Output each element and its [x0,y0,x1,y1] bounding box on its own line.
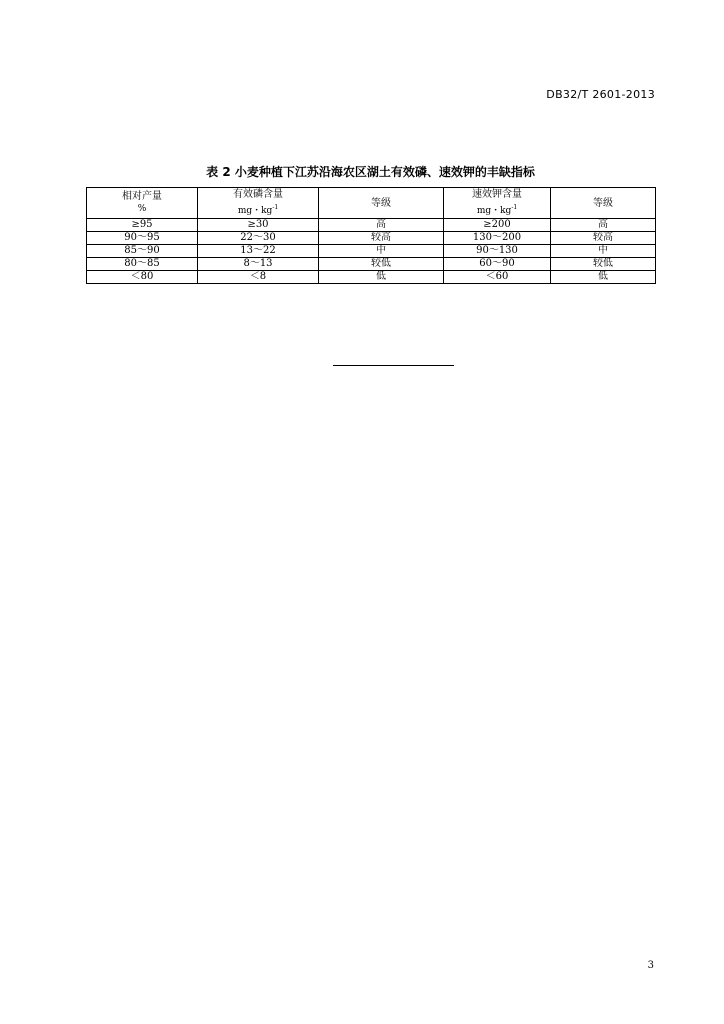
cell-grade: 较高 [551,232,656,245]
header-available-phosphorus [198,188,319,219]
header-unit: mg・$kg^{-1}$ [237,204,279,216]
cell-potassium: 130～200 [444,232,551,245]
header-grade-potassium [551,188,656,219]
cell-potassium: ≥200 [444,219,551,232]
cell-grade: 高 [551,219,656,232]
standard-code: DB32/T 2601-2013 [546,88,655,101]
cell-potassium: 60～90 [444,258,551,271]
table-row [87,232,656,245]
page-number: 3 [647,960,654,971]
cell-phosphorus: ＜8 [198,271,319,284]
abundance-index-table [86,187,656,284]
header-label: 速效钾含量 [472,189,522,200]
table-row [87,258,656,271]
header-label: 有效磷含量 [233,189,283,200]
cell-phosphorus: 22～30 [198,232,319,245]
header-unit: mg・$kg^{-1}$ [476,204,518,216]
cell-phosphorus: 13～22 [198,245,319,258]
cell-grade: 低 [551,271,656,284]
header-relative-yield [87,188,198,219]
table-row [87,245,656,258]
end-of-document-rule [333,365,454,366]
header-available-potassium [444,188,551,219]
cell-phosphorus: 8～13 [198,258,319,271]
cell-grade: 中 [551,245,656,258]
cell-grade: 中 [319,245,444,258]
cell-grade: 低 [319,271,444,284]
cell-relative-yield: 85～90 [87,245,198,258]
cell-phosphorus: ≥30 [198,219,319,232]
header-label: 等级 [371,197,391,209]
cell-grade: 高 [319,219,444,232]
table-header-row [87,188,656,219]
header-label: 等级 [593,197,613,209]
cell-relative-yield: ≥95 [87,219,198,232]
cell-relative-yield: ＜80 [87,271,198,284]
cell-relative-yield: 90～95 [87,232,198,245]
header-unit: % [137,204,147,214]
cell-grade: 较低 [319,258,444,271]
cell-grade: 较高 [319,232,444,245]
table-title: 表 2 小麦种植下江苏沿海农区湖土有效磷、速效钾的丰缺指标 [206,165,535,179]
cell-potassium: ＜60 [444,271,551,284]
header-grade-phosphorus [319,188,444,219]
header-label: 相对产量 [122,191,162,202]
table-row [87,271,656,284]
cell-grade: 较低 [551,258,656,271]
table-row [87,219,656,232]
cell-potassium: 90～130 [444,245,551,258]
cell-relative-yield: 80～85 [87,258,198,271]
